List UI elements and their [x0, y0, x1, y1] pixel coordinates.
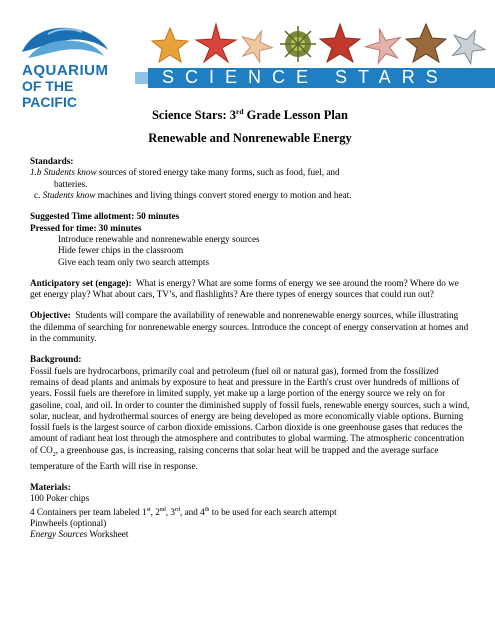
materials-item: 100 Poker chips — [30, 493, 90, 504]
banner-title: SCIENCE STARS — [162, 67, 449, 87]
anticipatory-text: What is energy? What are some forms of energy we see around the room? Where do we get energy play? What about cars, TV’s, and flashlights? Are there types of energy sources that could run out? — [30, 277, 459, 300]
materials-section — [30, 482, 470, 541]
background-section — [30, 354, 470, 472]
time-item: Give each team only two search attempts — [58, 256, 210, 267]
standard-1b-cont: batteries. — [54, 178, 88, 189]
objective-text: Students will compare the availability of renewable and nonrenewable energy sources, while illustrating the dilemma of searching for nonrenewable energy sources. Introduce the concept of energy conservation at homes and in the community. — [30, 310, 469, 344]
sea-urchin-icon — [280, 26, 316, 62]
time-allotment: Suggested Time allotment: 50 minutes — [30, 211, 180, 222]
sea-star-icon — [320, 24, 360, 62]
standard-1b: 1.b Students know sources of stored energy take many forms, such as food, fuel, and — [30, 167, 340, 178]
materials-item: Pinwheels (optional) — [30, 518, 107, 529]
objective-section — [30, 310, 470, 344]
standard-c: c. Students know machines and living things convert stored energy to motion and heat. — [34, 190, 352, 201]
standards-section — [30, 156, 470, 201]
aquarium-logo[interactable] — [18, 22, 110, 110]
objective-heading: Objective: — [30, 310, 71, 321]
standards-heading: Standards: — [30, 156, 74, 167]
sea-star-icon — [196, 24, 236, 62]
lesson-plan-body — [30, 104, 470, 541]
materials-item: 4 Containers per team labeled 1st, 2nd, 3rd, and 4th to be used for each search attempt — [30, 506, 337, 517]
time-item: Hide fewer chips in the classroom — [58, 245, 184, 256]
logo-line2: OF THE PACIFIC — [22, 78, 77, 110]
anticipatory-heading: Anticipatory set (engage): — [30, 277, 132, 288]
sea-star-icon — [406, 24, 446, 62]
page-subtitle: Renewable and Nonrenewable Energy — [148, 131, 352, 146]
materials-heading: Materials: — [30, 482, 71, 493]
sea-stars-illustration — [148, 18, 488, 70]
page-header — [0, 0, 495, 110]
background-heading: Background: — [30, 354, 82, 365]
wave-logo-icon — [18, 22, 110, 62]
banner-accent — [135, 72, 149, 84]
pressed-for-time: Pressed for time: 30 minutes — [30, 222, 142, 233]
time-section — [30, 211, 470, 267]
materials-item: Energy Sources Worksheet — [30, 529, 129, 540]
sea-star-icon — [362, 24, 405, 65]
time-item: Introduce renewable and nonrenewable energy sources — [58, 233, 260, 244]
page-title: Science Stars: 3rd Grade Lesson Plan — [151, 107, 349, 123]
anticipatory-section — [30, 278, 470, 301]
background-text: Fossil fuels are hydrocarbons, primarily coal and petroleum (fuel oil or natural gas), formed from the fossilized remains of dead plants and animals by exposure to heat and pressure in the Earth's crust over hundreds of millions of years. Fossil fuels are therefore in limited supply, yet make up a large portion of the energy source we rely on for gasoline, coal, and oil. In order to counter the diminished supply of fossil fuels, renewable energy sources, such a wind, solar, nuclear, and hydrothermal sources of energy are being developed as more economically viable options. Burning fossil fuels is the largest source of carbon dioxide emissions. Carbon dioxide is one greenhouse gases that reduces the amount of radiant heat lost through the atmosphere and contributes to global warming. The atmospheric concentration of $CO_2$, a greenhouse gas, is increasing, raising concerns that solar heat will be trapped and the average surface temperature of the Earth will rise in response. — [30, 365, 470, 471]
sea-star-icon — [152, 28, 188, 62]
sea-star-icon — [446, 23, 488, 66]
sea-star-icon — [236, 25, 276, 64]
logo-line1: AQUARIUM — [22, 62, 109, 79]
